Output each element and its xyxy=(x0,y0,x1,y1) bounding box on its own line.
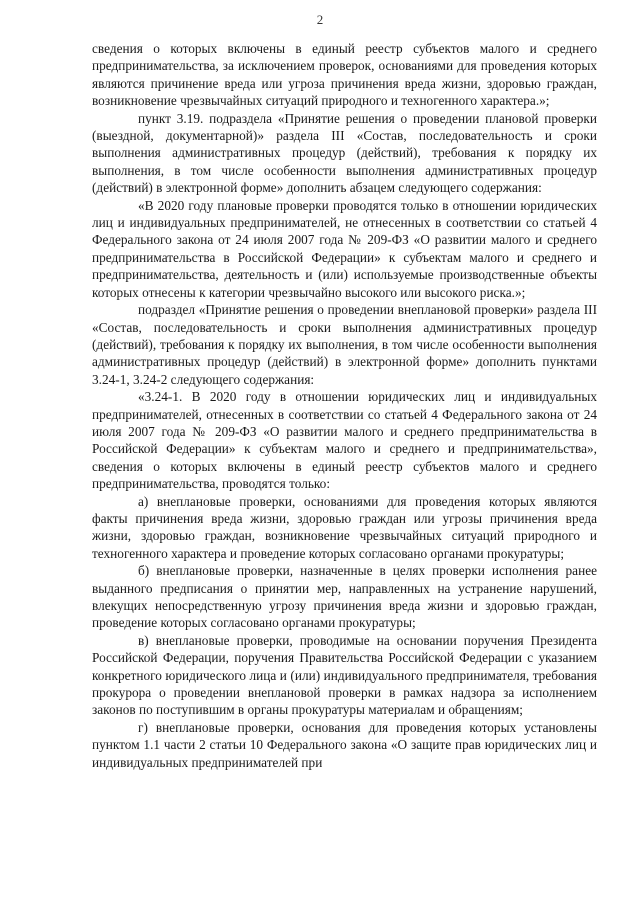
paragraph-unplanned-subsection: подраздел «Принятие решения о проведении внеплановой проверки» раздела III «Состав, последовательность и сроки выполнения административных процедур (действий), требования к порядку их выполнения, в том числе особенности выполнения административных процедур (действий) в электронной форме» дополнить пунктами 3.24-1, 3.24-2 следующего содержания: xyxy=(92,302,597,387)
paragraph-subitem-a: а) внеплановые проверки, основаниями для проведения которых являются факты причинения вреда жизни, здоровью граждан или угрозы причинения вреда жизни, здоровью граждан, возникновение чрезвычайных ситуаций природного и техногенного характера и проведение которых согласовано органами прокуратуры; xyxy=(92,493,597,561)
paragraph-item-3-24-1: «3.24-1. В 2020 году в отношении юридических лиц и индивидуальных предпринимателей, отнесенных в соответствии со статьей 4 Федерального закона от 24 июля 2007 года № 209-ФЗ «О развитии малого и среднего предпринимательства в Российской Федерации» к субъектам малого и среднего и предпринимательства», сведения о которых включены в единый реестр субъектов малого и среднего предпринимательства, проводятся только: xyxy=(92,389,597,492)
paragraph-item-3-19: пункт 3.19. подраздела «Принятие решения о проведении плановой проверки (выездной, документарной)» раздела III «Состав, последовательность и сроки выполнения административных процедур (действий), требования к порядку их выполнения, в том числе особенности выполнения административных процедур (действий) в электронной форме» дополнить абзацем следующего содержания: xyxy=(92,110,597,196)
paragraph-subitem-b: б) внеплановые проверки, назначенные в целях проверки исполнения ранее выданного предписания о принятии мер, направленных на устранение нарушений, влекущих непосредственную угрозу причинения вреда жизни и здоровью граждан, проведение которых согласовано органами прокуратуры; xyxy=(92,563,597,631)
paragraph-subitem-v: в) внеплановые проверки, проводимые на основании поручения Президента Российской Федерации, поручения Правительства Российской Федерации с указанием конкретного юридического лица и (или) индивидуального предпринимателя, требования прокурора о проведении внеплановой проверки в рамках надзора за исполнением законов по поступившим в органы прокуратуры материалам и обращениям; xyxy=(92,632,597,718)
document-body xyxy=(92,40,597,771)
page-number: 2 xyxy=(316,12,324,27)
paragraph-subitem-g: г) внеплановые проверки, основания для проведения которых установлены пунктом 1.1 части 2 статьи 10 Федерального закона «О защите прав юридических лиц и индивидуальных предпринимателей при xyxy=(92,719,597,770)
paragraph-continuation: сведения о которых включены в единый реестр субъектов малого и среднего предпринимательства, за исключением проверок, основаниями для проведения которых являются причинение вреда или угроза причинения вреда жизни, здоровью граждан, возникновение чрезвычайных ситуаций природного и техногенного характера.»; xyxy=(92,41,597,109)
paragraph-quote-2020-planned: «В 2020 году плановые проверки проводятся только в отношении юридических лиц и индивидуальных предпринимателей, не отнесенных в соответствии со статьей 4 Федерального закона от 24 июля 2007 года № 209-ФЗ «О развитии малого и среднего предпринимательства в Российской Федерации» к субъектам малого и среднего и предпринимательства, деятельность и (или) используемые производственные объекты которых отнесены к категории чрезвычайно высокого или высокого риска.»; xyxy=(92,197,597,300)
